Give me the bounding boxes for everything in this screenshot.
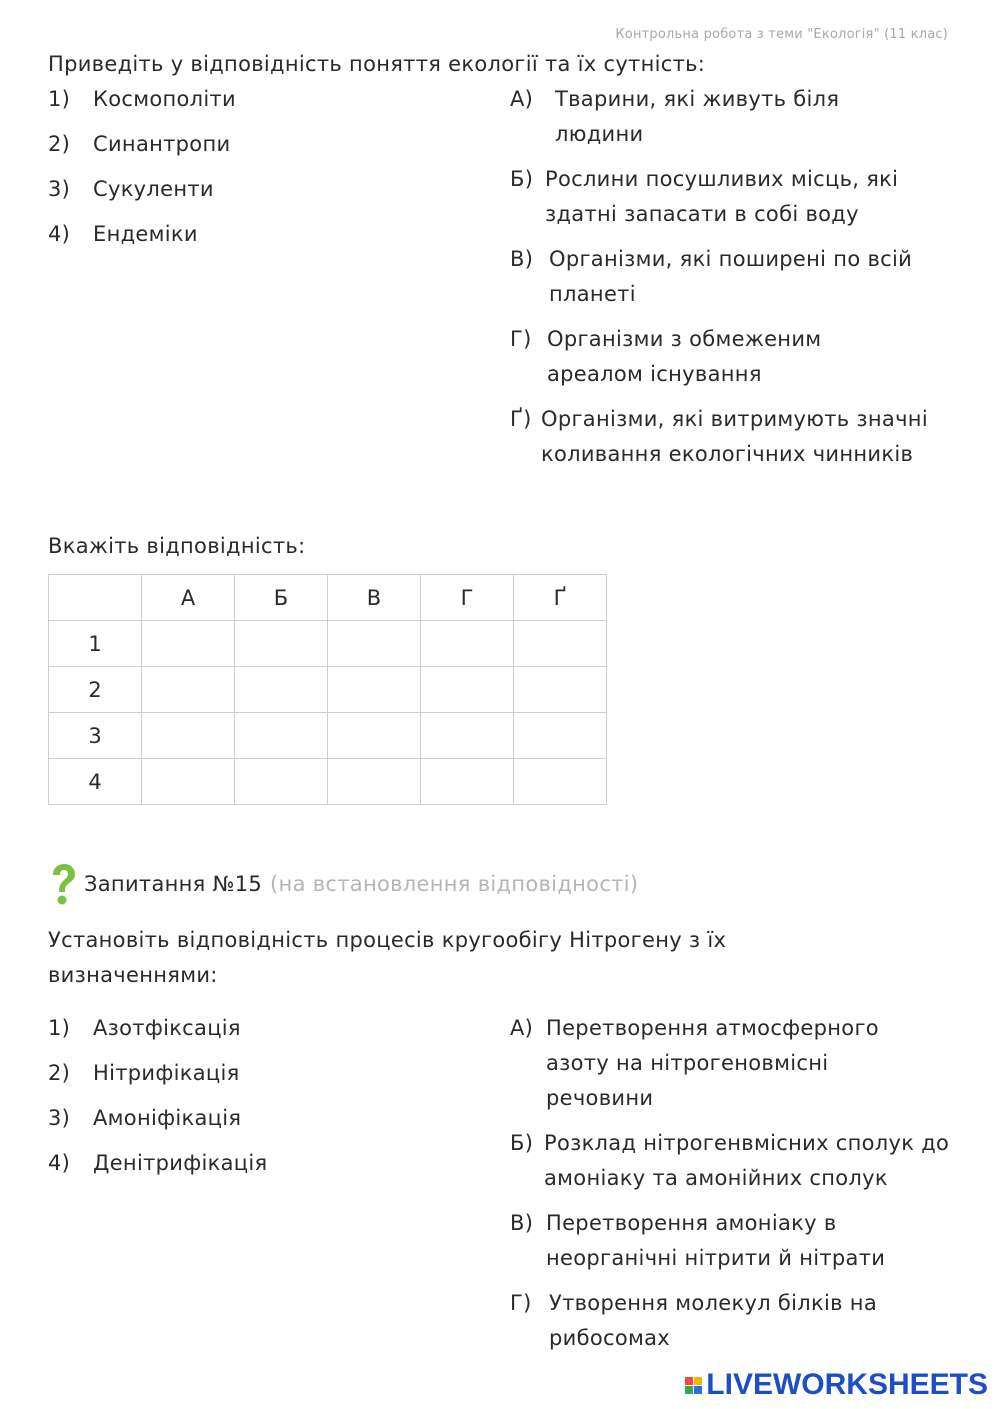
list-item (510, 82, 960, 152)
table-row (49, 713, 607, 759)
worksheet-header: Контрольна робота з теми "Екологія" (11 клас) (615, 27, 948, 42)
grid-header-cell: В (328, 575, 421, 621)
list-item (48, 1101, 468, 1136)
list-item (48, 127, 468, 162)
answer-cell[interactable] (142, 621, 235, 667)
answer-cell[interactable] (328, 667, 421, 713)
list-item (48, 1011, 468, 1046)
grid-row-label: 2 (49, 667, 142, 713)
answer-cell[interactable] (514, 759, 607, 805)
item-text: Організми з обмеженим ареалом існування (547, 327, 822, 386)
list-item (48, 1056, 468, 1091)
answer-cell[interactable] (514, 713, 607, 759)
item-text: Організми, які поширені по всій планеті (549, 247, 913, 306)
item-number: 1) (48, 1016, 71, 1040)
item-text: Амоніфікація (93, 1106, 242, 1130)
item-text: Розклад нітрогенвмісних сполук до амоніаку та амонійних сполук (544, 1131, 950, 1190)
item-letter: Г) (510, 327, 532, 351)
item-text: Сукуленти (93, 177, 214, 201)
grid-header-row (49, 575, 607, 621)
answer-cell[interactable] (328, 713, 421, 759)
list-item (510, 1126, 960, 1196)
answer-cell[interactable] (235, 759, 328, 805)
item-text: Тварини, які живуть біля людини (555, 87, 840, 146)
list-item (510, 1286, 960, 1356)
item-text: Денітрифікація (93, 1151, 268, 1175)
item-text: Ендеміки (93, 222, 198, 246)
list-item (510, 322, 960, 392)
answer-cell[interactable] (235, 621, 328, 667)
list-item (510, 242, 960, 312)
item-text: Перетворення амоніаку в неорганічні нітрити й нітрати (546, 1211, 886, 1270)
answer-prompt: Вкажіть відповідність: (48, 534, 306, 558)
question-title: Запитання №15 (84, 871, 263, 896)
grid-header-cell: Г (421, 575, 514, 621)
item-text: Нітрифікація (93, 1061, 240, 1085)
table-row (49, 759, 607, 805)
logo-text: LIVEWORKSHEETS (706, 1368, 988, 1401)
grid-header-cell: А (142, 575, 235, 621)
list-item (510, 1011, 960, 1116)
list-item (48, 1146, 468, 1181)
answer-cell[interactable] (328, 621, 421, 667)
answer-cell[interactable] (235, 667, 328, 713)
grid-row-label: 4 (49, 759, 142, 805)
item-letter: Б) (510, 1131, 534, 1155)
item-number: 2) (48, 132, 71, 156)
item-letter: В) (510, 247, 534, 271)
task14-prompt: Приведіть у відповідність поняття екології та їх сутність: (48, 52, 706, 76)
item-number: 1) (48, 87, 71, 111)
item-number: 2) (48, 1061, 71, 1085)
item-number: 3) (48, 1106, 71, 1130)
table-row (49, 621, 607, 667)
item-text: Утворення молекул білків на рибосомах (549, 1291, 877, 1350)
answer-cell[interactable] (514, 621, 607, 667)
liveworksheets-logo (685, 1368, 988, 1402)
answer-cell[interactable] (514, 667, 607, 713)
answer-cell[interactable] (142, 667, 235, 713)
task14-definitions-list (510, 82, 960, 482)
list-item (510, 162, 960, 232)
grid-header-cell: Б (235, 575, 328, 621)
list-item (48, 217, 468, 252)
list-item (48, 82, 468, 117)
item-letter: Г) (510, 1291, 532, 1315)
answer-cell[interactable] (142, 759, 235, 805)
answer-cell[interactable] (235, 713, 328, 759)
question-15-heading (48, 863, 638, 905)
item-letter: В) (510, 1211, 534, 1235)
answer-cell[interactable] (142, 713, 235, 759)
answer-cell[interactable] (328, 759, 421, 805)
grid-header-cell: Ґ (514, 575, 607, 621)
list-item (510, 402, 960, 472)
task15-processes-list (48, 1011, 468, 1191)
item-text: Рослини посушливих місць, які здатні запасати в собі воду (545, 167, 899, 226)
item-text: Перетворення атмосферного азоту на нітрогеновмісні речовини (546, 1016, 879, 1110)
question-mark-icon (48, 863, 78, 905)
answer-cell[interactable] (421, 713, 514, 759)
task15-prompt: Установіть відповідність процесів кругообігу Нітрогену з їх визначеннями: (48, 928, 727, 987)
question-subtitle: (на встановлення відповідності) (270, 871, 639, 896)
item-letter: Б) (510, 167, 534, 191)
grid-row-label: 1 (49, 621, 142, 667)
item-text: Синантропи (93, 132, 231, 156)
item-text: Азотфіксація (93, 1016, 241, 1040)
table-row (49, 667, 607, 713)
item-letter: А) (510, 87, 534, 111)
grid-row-label: 3 (49, 713, 142, 759)
item-number: 4) (48, 222, 71, 246)
list-item (510, 1206, 960, 1276)
task14-concepts-list (48, 82, 468, 262)
task15-definitions-list (510, 1011, 960, 1366)
list-item (48, 172, 468, 207)
answer-cell[interactable] (421, 621, 514, 667)
answer-grid (48, 574, 607, 805)
item-letter: Ґ) (510, 407, 532, 431)
answer-cell[interactable] (421, 667, 514, 713)
item-text: Організми, які витримують значні коливання екологічних чинників (541, 407, 928, 466)
logo-blocks-icon (685, 1377, 702, 1394)
item-text: Космополіти (93, 87, 237, 111)
item-number: 3) (48, 177, 71, 201)
answer-cell[interactable] (421, 759, 514, 805)
item-letter: А) (510, 1016, 534, 1040)
grid-corner-cell (49, 575, 142, 621)
item-number: 4) (48, 1151, 71, 1175)
